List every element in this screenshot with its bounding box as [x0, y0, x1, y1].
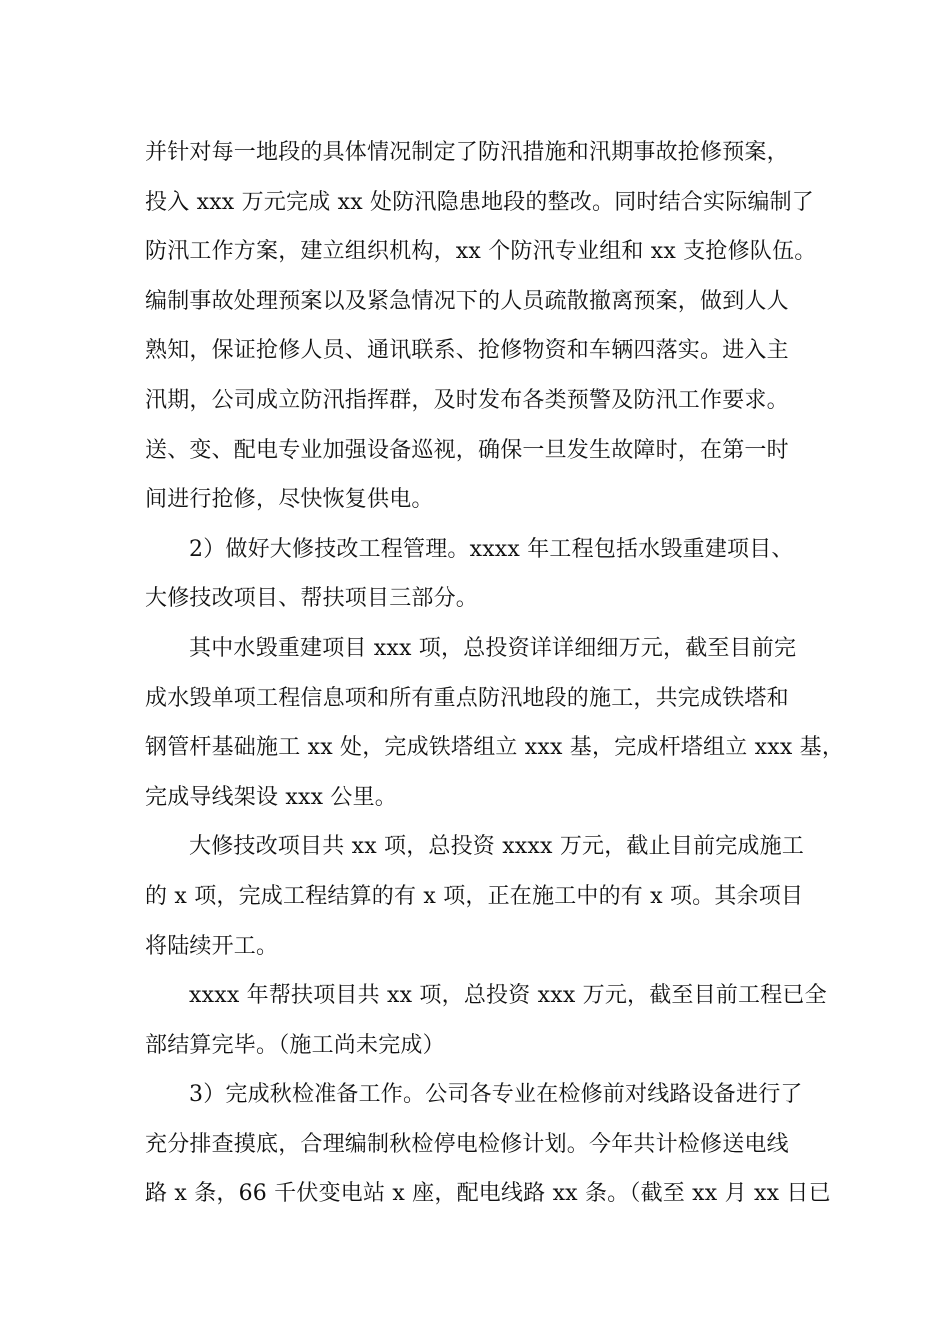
text-line: 编制事故处理预案以及紧急情况下的人员疏散撤离预案，做到人人 [145, 288, 789, 314]
text-line: 充分排查摸底，合理编制秋检停电检修计划。今年共计检修送电线 [145, 1131, 789, 1157]
text-line: 3）完成秋检准备工作。公司各专业在检修前对线路设备进行了 [189, 1082, 803, 1108]
text-line: 路 x 条，66 千伏变电站 x 座，配电线路 xx 条。（截至 xx 月 xx 日已 [145, 1181, 831, 1207]
text-line: 钢管杆基础施工 xx 处，完成铁塔组立 xxx 基，完成杆塔组立 xxx 基， [145, 735, 845, 761]
text-line: 防汛工作方案，建立组织机构，xx 个防汛专业组和 xx 支抢修队伍。 [145, 239, 817, 265]
text-line: 成水毁单项工程信息项和所有重点防汛地段的施工，共完成铁塔和 [145, 685, 789, 711]
text-line: 送、变、配电专业加强设备巡视，确保一旦发生故障时，在第一时 [145, 437, 789, 463]
text-line: 的 x 项，完成工程结算的有 x 项，正在施工中的有 x 项。其余项目 [145, 883, 804, 909]
text-line: 2）做好大修技改工程管理。xxxx 年工程包括水毁重建项目、 [189, 536, 794, 562]
text-line: 投入 xxx 万元完成 xx 处防汛隐患地段的整改。同时结合实际编制了 [145, 189, 815, 215]
text-line: xxxx 年帮扶项目共 xx 项，总投资 xxx 万元，截至目前工程已全 [189, 983, 827, 1009]
text-line: 间进行抢修，尽快恢复供电。 [145, 487, 434, 513]
text-line: 并针对每一地段的具体情况制定了防汛措施和汛期事故抢修预案， [145, 140, 789, 165]
text-line: 其中水毁重建项目 xxx 项，总投资详详细细万元，截至目前完 [189, 635, 797, 661]
text-line: 汛期，公司成立防汛指挥群，及时发布各类预警及防汛工作要求。 [145, 387, 789, 413]
text-line: 将陆续开工。 [145, 933, 279, 959]
text-line: 完成导线架设 xxx 公里。 [145, 784, 398, 810]
document-body [145, 128, 845, 1219]
text-line: 大修技改项目共 xx 项，总投资 xxxx 万元，截止目前完成施工 [189, 834, 805, 860]
text-line: 大修技改项目、帮扶项目三部分。 [145, 586, 479, 612]
text-line: 部结算完毕。（施工尚未完成） [145, 1032, 445, 1058]
text-line: 熟知，保证抢修人员、通讯联系、抢修物资和车辆四落实。进入主 [145, 338, 789, 364]
